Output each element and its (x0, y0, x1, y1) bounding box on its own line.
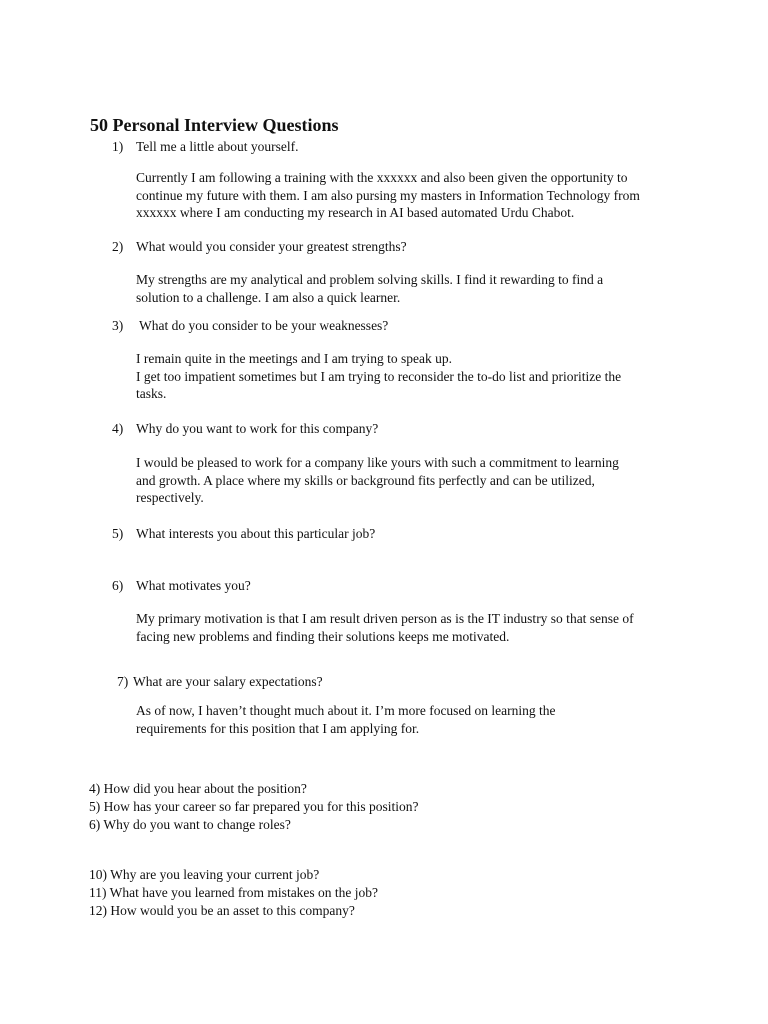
list-item: 11) What have you learned from mistakes on the job? (89, 885, 379, 900)
answer-text (136, 454, 696, 507)
page-title: 50 Personal Interview Questions (90, 115, 339, 135)
question-text: What interests you about this particular job? (136, 526, 376, 541)
answer-line: xxxxxx where I am conducting my research in AI based automated Urdu Chabot. (136, 205, 575, 220)
answer-text (136, 702, 696, 737)
question-text: What are your salary expectations? (133, 674, 323, 689)
answer-text (136, 271, 696, 306)
answer-line: continue my future with them. I am also pursing my masters in Information Technology from (136, 187, 640, 203)
answer-line: tasks. (136, 386, 167, 401)
question-number: 2) (112, 239, 124, 254)
list-item: 6) Why do you want to change roles? (89, 817, 291, 832)
list-item: 12) How would you be an asset to this company? (89, 903, 355, 918)
question-text: What motivates you? (136, 578, 251, 593)
answer-line: As of now, I haven’t thought much about it. I’m more focused on learning the (136, 703, 556, 718)
answer-line: I would be pleased to work for a company like yours with such a commitment to learning (136, 455, 619, 470)
answer-line: respectively. (136, 490, 204, 505)
list-item: 10) Why are you leaving your current job? (89, 867, 320, 882)
answer-line: requirements for this position that I am applying for. (136, 720, 420, 736)
question-number: 6) (112, 578, 124, 593)
answer-line: I remain quite in the meetings and I am trying to speak up. (136, 351, 453, 366)
answer-line: Currently I am following a training with the xxxxxx and also been given the opportunity to (136, 170, 628, 185)
question-text: What would you consider your greatest strengths? (136, 239, 407, 254)
question-number: 4) (112, 421, 124, 436)
question-text: Tell me a little about yourself. (136, 139, 299, 154)
answer-line: and growth. A place where my skills or background fits perfectly and can be utilized, (136, 472, 595, 488)
answer-line: facing new problems and finding their solutions keeps me motivated. (136, 628, 510, 644)
question-number: 7) (117, 674, 129, 689)
answer-text (136, 610, 696, 645)
question-number: 3) (112, 318, 124, 333)
question-number: 1) (112, 139, 124, 154)
list-item: 4) How did you hear about the position? (89, 781, 307, 796)
answer-text (136, 169, 696, 222)
answer-line: I get too impatient sometimes but I am trying to reconsider the to-do list and prioritize the (136, 368, 622, 384)
question-text: Why do you want to work for this company? (136, 421, 379, 436)
answer-text (136, 350, 696, 403)
list-item: 5) How has your career so far prepared you for this position? (89, 799, 419, 814)
answer-line: solution to a challenge. I am also a quick learner. (136, 289, 401, 305)
answer-line: My strengths are my analytical and problem solving skills. I find it rewarding to find a (136, 272, 604, 287)
answer-line: My primary motivation is that I am result driven person as is the IT industry so that sense of (136, 611, 634, 626)
question-number: 5) (112, 526, 124, 541)
question-text: What do you consider to be your weaknesses? (139, 318, 389, 333)
